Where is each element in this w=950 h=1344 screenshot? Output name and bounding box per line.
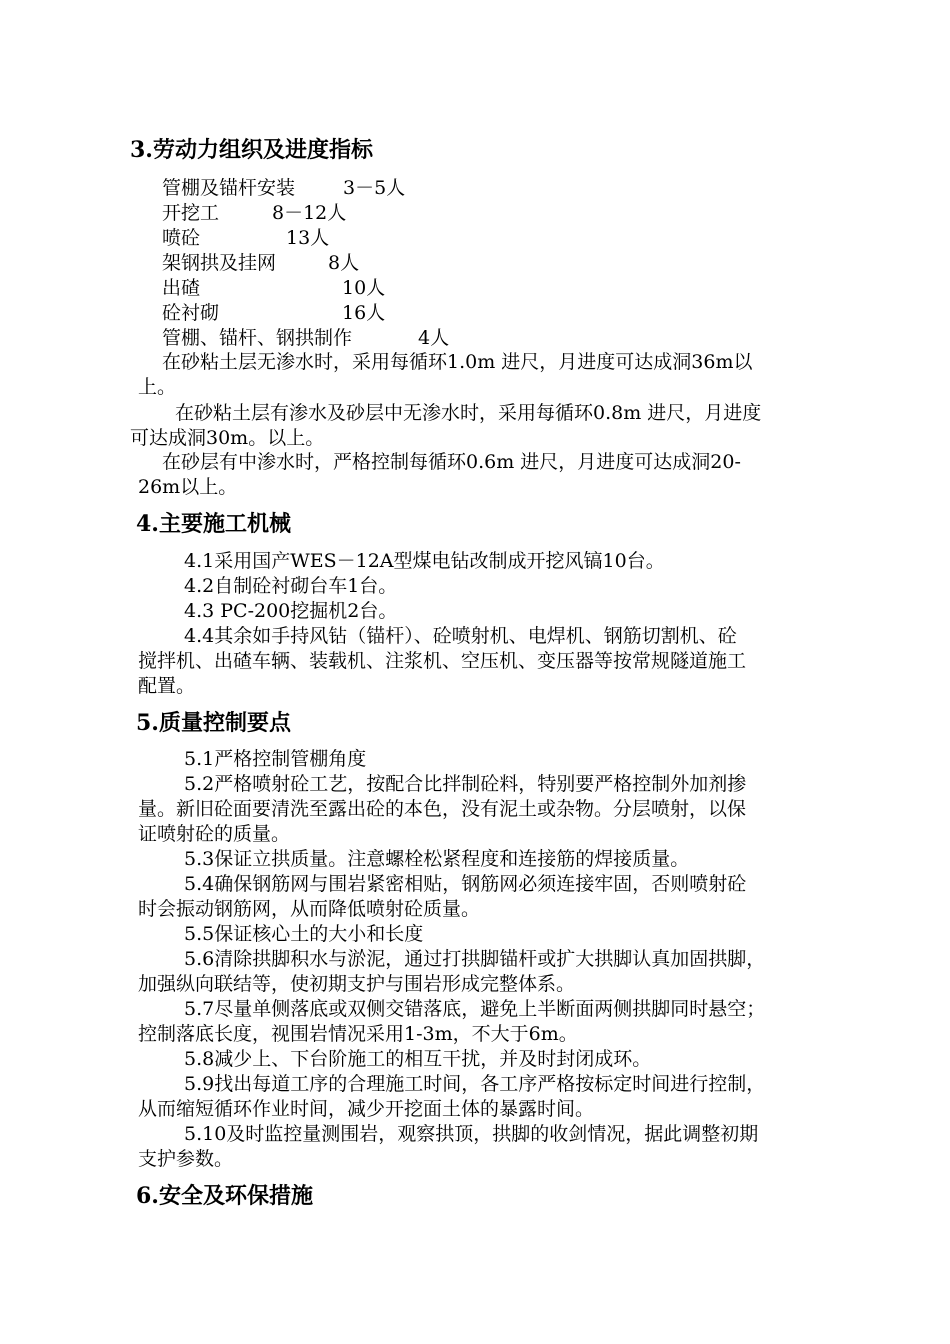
quality-item: 5.3保证立拱质量。注意螺栓松紧程度和连接筋的焊接质量。 [184,848,690,870]
staff-role: 开挖工 [162,202,220,224]
quality-item: 5.7尽量单侧落底或双侧交错落底，避免上半断面两侧拱脚同时悬空； [184,998,766,1020]
staff-role: 管棚、锚杆、钢拱制作 [162,327,353,349]
paragraph-line: 上。 [138,376,177,398]
quality-item-cont: 时会振动钢筋网，从而降低喷射砼质量。 [138,898,481,920]
paragraph-line: 在砂粘土层无渗水时，采用每循环1.0m 进尺，月进度可达成洞36m以 [162,351,753,373]
quality-item: 5.4确保钢筋网与围岩紧密相贴，钢筋网必须连接牢固，否则喷射砼 [184,873,747,895]
machinery-item-cont: 搅拌机、出碴车辆、装载机、注浆机、空压机、变压器等按常规隧道施工 [138,650,747,672]
quality-item: 5.1严格控制管棚角度 [184,748,367,770]
machinery-item: 4.4其余如手持风钻（锚杆）、砼喷射机、电焊机、钢筋切割机、砼 [184,625,737,647]
quality-item: 5.8减少上、下台阶施工的相互干扰，并及时封闭成环。 [184,1048,652,1070]
staff-count: 4人 [418,327,450,349]
staff-role: 管棚及锚杆安装 [162,177,296,199]
machinery-item: 4.2自制砼衬砌台车1台。 [184,575,398,597]
quality-item: 5.9找出每道工序的合理施工时间，各工序严格按标定时间进行控制， [184,1073,766,1095]
quality-item: 5.6清除拱脚积水与淤泥，通过打拱脚锚杆或扩大拱脚认真加固拱脚， [184,948,766,970]
quality-item-cont: 从而缩短循环作业时间，减少开挖面土体的暴露时间。 [138,1098,595,1120]
staff-count: 16人 [342,302,386,324]
quality-item: 5.10及时监控量测围岩，观察拱顶，拱脚的收剑情况，据此调整初期 [184,1123,759,1145]
staff-count: 10人 [342,277,386,299]
quality-item-cont: 控制落底长度，视围岩情况采用1-3m，不大于6m。 [138,1023,578,1045]
staff-count: 8－12人 [272,202,347,224]
paragraph-line: 在砂层有中渗水时，严格控制每循环0.6m 进尺，月进度可达成洞20- [162,451,741,473]
staff-role: 出碴 [162,277,201,299]
section-6-heading: 6.安全及环保措施 [136,1183,313,1209]
section-3-heading: 3.劳动力组织及进度指标 [130,137,373,163]
quality-item-cont: 支护参数。 [138,1148,234,1170]
staff-count: 8人 [328,252,360,274]
machinery-item-cont: 配置。 [138,675,196,697]
staff-role: 喷砼 [162,227,201,249]
staff-count: 3－5人 [343,177,406,199]
staff-role: 砼衬砌 [162,302,220,324]
machinery-item: 4.3 PC-200挖掘机2台。 [184,600,398,622]
quality-item: 5.5保证核心土的大小和长度 [184,923,424,945]
section-5-heading: 5.质量控制要点 [136,710,291,736]
quality-item-cont: 证喷射砼的质量。 [138,823,291,845]
quality-item-cont: 量。新旧砼面要清洗至露出砼的本色，没有泥土或杂物。分层喷射，以保 [138,798,747,820]
staff-count: 13人 [286,227,330,249]
paragraph-line: 26m以上。 [138,476,238,498]
staff-role: 架钢拱及挂网 [162,252,277,274]
quality-item-cont: 加强纵向联结等，使初期支护与围岩形成完整体系。 [138,973,576,995]
machinery-item: 4.1采用国产WES－12A型煤电钻改制成开挖风镐10台。 [184,550,665,572]
paragraph-line: 在砂粘土层有渗水及砂层中无渗水时，采用每循环0.8m 进尺，月进度 [175,402,762,424]
paragraph-line: 可达成洞30m。以上。 [130,427,325,449]
quality-item: 5.2严格喷射砼工艺，按配合比拌制砼料，特别要严格控制外加剂掺 [184,773,747,795]
section-4-heading: 4.主要施工机械 [136,511,291,537]
